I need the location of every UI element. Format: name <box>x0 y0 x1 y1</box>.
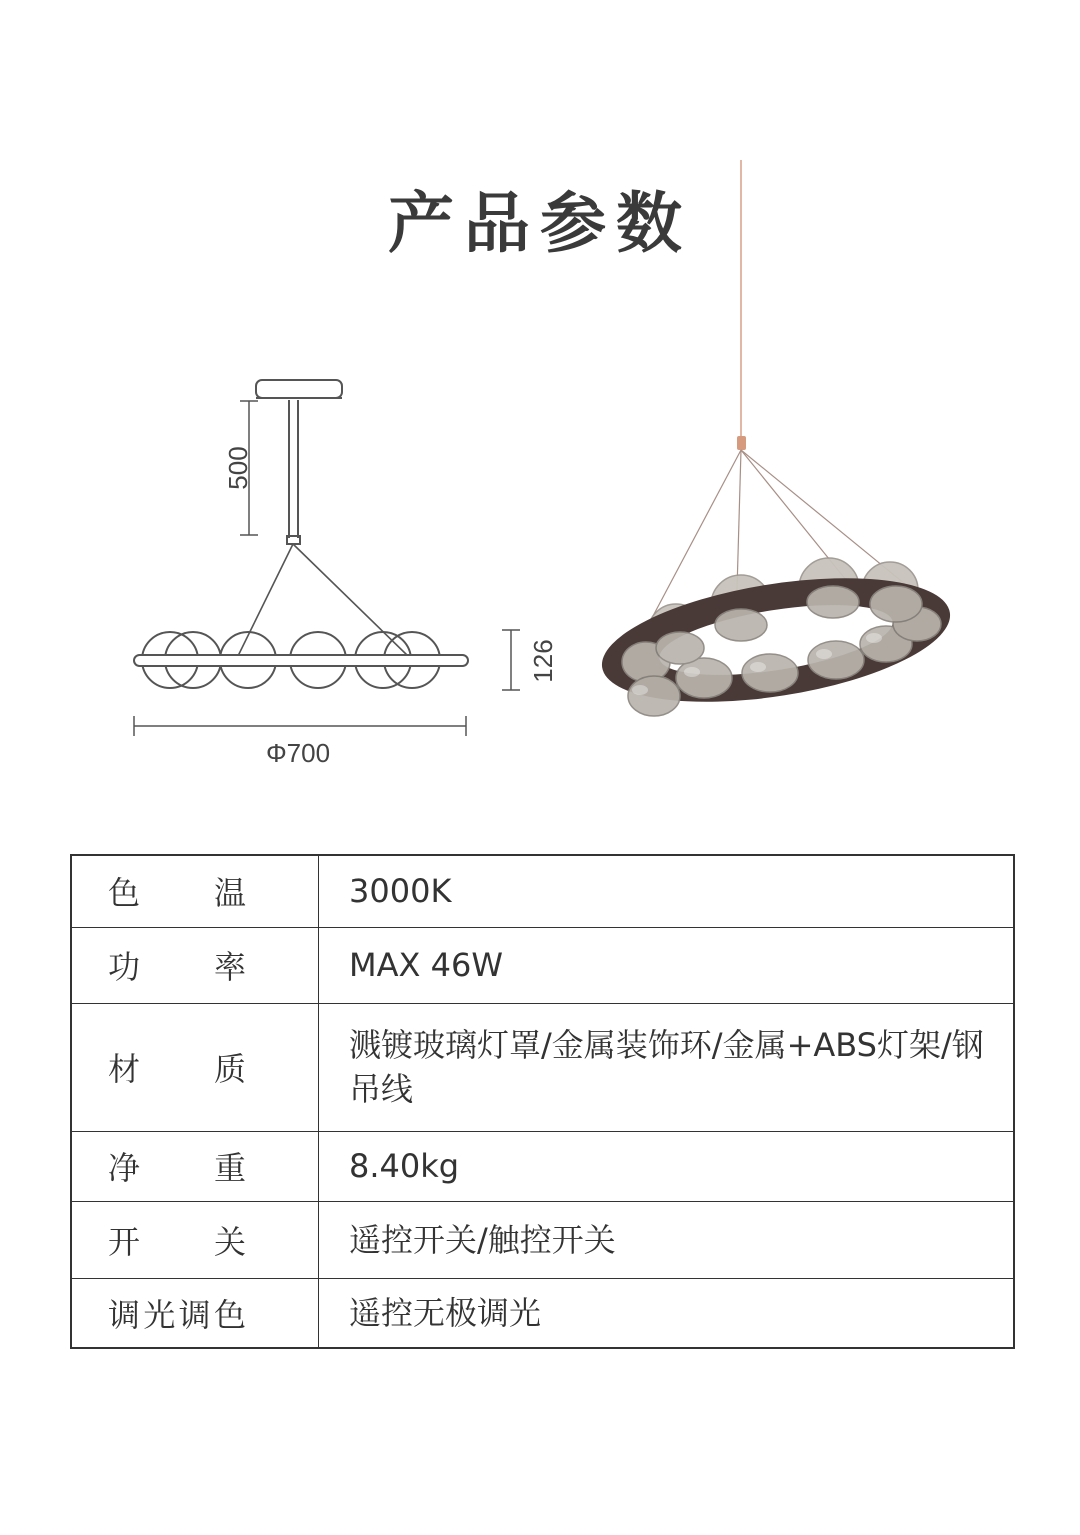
spec-value: MAX 46W <box>319 927 1015 1003</box>
spec-row <box>71 1201 1014 1278</box>
technical-drawing <box>134 380 520 736</box>
spec-label-cell <box>71 1278 319 1348</box>
spec-label-cell <box>71 1131 319 1201</box>
spec-label: 开 关 <box>108 1222 248 1261</box>
spec-label: 色 温 <box>108 874 248 913</box>
spec-row <box>71 855 1014 927</box>
spec-label: 净 重 <box>108 1149 248 1187</box>
spec-value: 遥控无极调光 <box>319 1278 1015 1348</box>
product-rendering <box>593 160 958 723</box>
spec-row <box>71 1131 1014 1201</box>
spec-value: 溅镀玻璃灯罩/金属装饰环/金属+ABS灯架/钢吊线 <box>319 1003 1015 1131</box>
body-height-dimension-label: 126 <box>527 639 558 683</box>
spec-row <box>71 1003 1014 1131</box>
spec-value: 3000K <box>319 855 1015 927</box>
spec-label-cell <box>71 1201 319 1278</box>
spec-label-cell <box>71 1003 319 1131</box>
spec-label: 材 质 <box>108 1050 248 1088</box>
spec-label-cell <box>71 855 319 927</box>
spec-row <box>71 1278 1014 1348</box>
spec-value: 遥控开关/触控开关 <box>319 1201 1015 1278</box>
spec-label: 功 率 <box>108 948 248 986</box>
spec-value: 8.40kg <box>319 1131 1015 1201</box>
spec-table <box>70 854 1015 1349</box>
height-dimension-label: 500 <box>222 446 253 490</box>
diameter-dimension-label: Φ700 <box>265 738 331 768</box>
spec-label-cell <box>71 927 319 1003</box>
spec-row <box>71 927 1014 1003</box>
page-title: 产品参数 <box>388 185 692 262</box>
spec-label: 调 光 调 色 <box>108 1295 248 1334</box>
